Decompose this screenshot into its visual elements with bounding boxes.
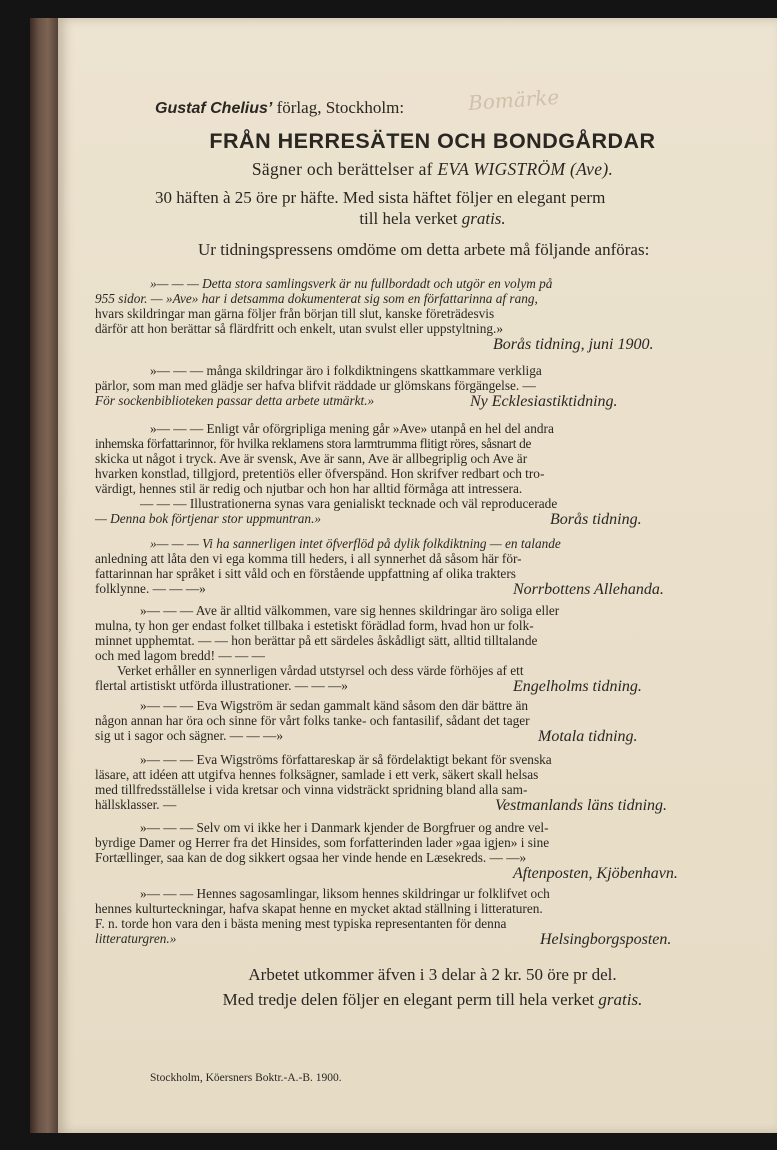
footer-line-2 (95, 990, 770, 1010)
review-3 (95, 421, 711, 526)
review-line: sig ut i sagor och sägner. — — —» (95, 728, 283, 743)
review-source: Aftenposten, Kjöbenhavn. (513, 865, 678, 882)
review-line: För sockenbiblioteken passar detta arbete utmärkt.» (95, 393, 375, 408)
review-line: folklynne. — — —» (95, 581, 206, 596)
price-line-1: 30 häften à 25 öre pr häfte. Med sista häftet följer en elegant perm (155, 188, 606, 207)
review-line: — — — Illustrationerna synas vara genialiskt tecknade och väl reproducerade (140, 496, 558, 511)
publisher-name: Gustaf Chelius’ (155, 100, 273, 117)
review-source: Norrbottens Allehanda. (513, 581, 664, 598)
review-line: därför att hon berättar så flärdfritt och enkelt, utan svulst eller uppstyltning.» (95, 321, 504, 336)
review-1 (95, 276, 711, 353)
review-source: Helsingborgsposten. (540, 931, 672, 948)
review-line: litteraturgren.» (95, 931, 177, 946)
publisher-place: förlag, Stockholm: (276, 98, 405, 117)
review-line: »— — — många skildringar äro i folkdiktningens skattkammare verkliga (150, 363, 542, 378)
review-line: fattarinnan har språket i sitt våld och en förstående uppfattning af olika trakters (95, 566, 516, 581)
review-8 (95, 820, 711, 882)
review-line: »— — — Selv om vi ikke her i Danmark kjender de Borgfruer og andre vel- (140, 820, 549, 835)
review-line: — Denna bok förtjenar stor uppmuntran.» (95, 511, 322, 526)
footer-line-2-gratis: gratis. (598, 990, 643, 1009)
review-line: »— — — Vi ha sannerligen intet öfverflöd på dylik folkdiktning — en talande (150, 536, 561, 551)
lead-text: Ur tidningspressens omdöme om detta arbete må följande anföras: (198, 240, 650, 259)
review-source: Ny Ecklesiastiktidning. (470, 393, 618, 410)
book-cover-edge (30, 18, 60, 1133)
review-line: mulna, ty hon ger endast folket tillbaka i estetiskt förädlad form, hvad hon ur folk- (95, 618, 534, 633)
subtitle (95, 159, 770, 180)
review-source: Engelholms tidning. (513, 678, 642, 695)
review-source: Vestmanlands läns tidning. (495, 797, 668, 814)
review-line: skicka ut något i tryck. Ave är svensk, Ave är sann, Ave är allbegriplig och Ave är (95, 451, 528, 466)
review-source: Borås tidning, juni 1900. (493, 336, 654, 353)
review-line: värdigt, hennes stil är redig och njutbar och hon har alltid förmåga att intressera. (95, 481, 523, 496)
review-line: någon annan har öra och sinne för vårt folks tanke- och fantasilif, sådant det tager (95, 713, 530, 728)
review-source: Borås tidning. (550, 511, 642, 528)
book-title: FRÅN HERRESÄTEN OCH BONDGÅRDAR (209, 129, 656, 153)
review-7 (95, 752, 711, 812)
printer-imprint: Stockholm, Köersners Boktr.-A.-B. 1900. (150, 1072, 342, 1084)
footer-line-1: Arbetet utkommer äfven i 3 delar à 2 kr. 50 öre pr del. (248, 965, 617, 984)
review-line: »— — — Enligt vår oförgripliga mening går »Ave» utanpå en hel del andra (150, 421, 554, 436)
handwritten-note: Bomärke (467, 84, 560, 116)
review-line: inhemska författarinnor, för hvilka reklamens stora larmtrumma flitigt röres, såsnart de (95, 436, 532, 451)
review-line: hvarken konstlad, tillgjord, pretentiös eller öfverspänd. Hon skrifver redbart och tro- (95, 466, 545, 481)
review-line: »— — — Ave är alltid välkommen, vare sig hennes skildringar äro soliga eller (140, 603, 560, 618)
review-5 (95, 603, 711, 693)
review-line: med tillfredsställelse i vida kretsar och vinna vidsträckt spridning bland alla sam- (95, 782, 528, 797)
review-line: flertal artistiskt utförda illustrationer. — — —» (95, 678, 348, 693)
review-line: »— — — Eva Wigströms författareskap är så fördelaktigt bekant för svenska (140, 752, 552, 767)
subtitle-author: EVA WIGSTRÖM (Ave). (437, 159, 614, 179)
review-line: »— — — Detta stora samlingsverk är nu fullbordadt och utgör en volym på (150, 276, 553, 291)
review-line: hällsklasser. — (95, 797, 177, 812)
review-line: F. n. torde hon vara den i bästa mening mest typiska representanten för denna (95, 916, 507, 931)
price-line-2-gratis: gratis. (461, 209, 506, 228)
review-line: »— — — Hennes sagosamlingar, liksom hennes skildringar ur folklifvet och (140, 886, 550, 901)
review-source: Motala tidning. (538, 728, 638, 745)
footer-line-2-prefix: Med tredje delen följer en elegant perm till hela verket (222, 990, 595, 1009)
review-4 (95, 536, 711, 596)
review-line: Fortællinger, saa kan de dog sikkert ogsaa her vinde hende en Læsekreds. — —» (95, 850, 527, 865)
review-line: hvars skildringar man gärna följer från början till slut, kanske företrädesvis (95, 306, 495, 321)
review-line: hennes kulturteckningar, hafva skapat henne en mycket aktad ställning i litteraturen. (95, 901, 543, 916)
review-9 (95, 886, 711, 946)
review-line: pärlor, som man med glädje ser hafva blifvit räddade ur glömskans förgängelse. — (95, 378, 536, 393)
price-line-2-prefix: till hela verket (359, 209, 458, 228)
subtitle-prefix: Sägner och berättelser af (251, 159, 433, 179)
review-line: Verket erhåller en synnerligen vårdad utstyrsel och dess värde förhöjes af ett (117, 663, 524, 678)
review-line: 955 sidor. — »Ave» har i detsamma dokumenterat sig som en författarinna af rang, (95, 291, 538, 306)
review-6 (95, 698, 711, 743)
review-line: »— — — Eva Wigström är sedan gammalt känd såsom den där bättre än (140, 698, 529, 713)
review-line: byrdige Damer og Herrer fra det Hinsides, som forfatterinden lader »gaa igjen» i sine (95, 835, 550, 850)
review-2 (95, 363, 711, 408)
publisher-line (155, 98, 404, 118)
review-line: och med lagom bredd! — — — (95, 648, 265, 663)
review-line: läsare, att idéen att utgifva hennes folksägner, samlade i ett verk, säkert skall helsas (95, 767, 539, 782)
review-line: anledning att låta den vi ega komma till heders, i all synnerhet då såsom här för- (95, 551, 522, 566)
review-line: minnet upphemtat. — — hon berättar på ett särdeles åskådligt sätt, alltid tilltalande (95, 633, 538, 648)
price-line-2 (95, 209, 770, 229)
